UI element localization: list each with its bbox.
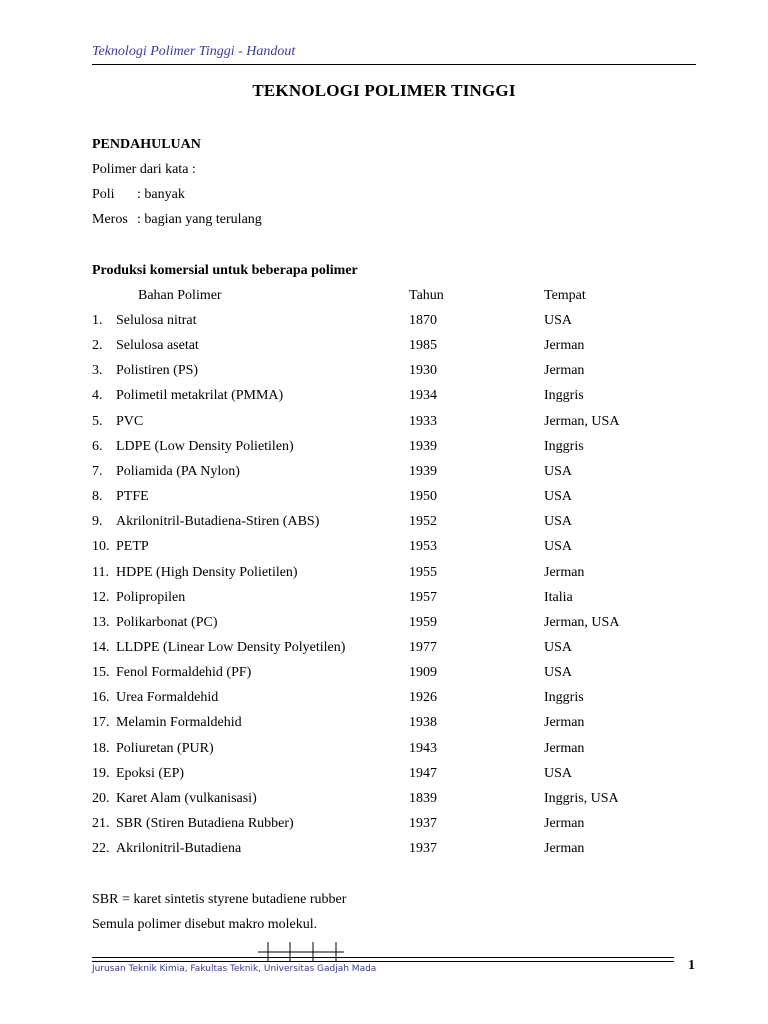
year-cell: 1977 <box>409 640 437 655</box>
year-cell: 1957 <box>409 590 437 605</box>
table-row <box>92 489 712 514</box>
table-row <box>92 640 712 665</box>
table-row <box>92 690 712 715</box>
definition-meros <box>92 212 262 228</box>
footer-rule <box>92 957 674 958</box>
material-name: Polistiren (PS) <box>116 363 199 378</box>
material-name: Selulosa nitrat <box>116 313 197 328</box>
place-cell: Jerman, USA <box>544 414 620 429</box>
year-cell: 1937 <box>409 816 437 831</box>
place-cell: Inggris, USA <box>544 791 619 806</box>
intro-line: Polimer dari kata : <box>92 162 196 177</box>
table-row <box>92 615 712 640</box>
row-number: 2. <box>92 338 103 353</box>
year-cell: 1943 <box>409 741 437 756</box>
row-number: 9. <box>92 514 103 529</box>
row-number: 21. <box>92 816 110 831</box>
row-number: 13. <box>92 615 110 630</box>
table-header <box>92 288 712 313</box>
table-row <box>92 565 712 590</box>
definition-value: : banyak <box>137 187 185 202</box>
material-name: HDPE (High Density Polietilen) <box>116 565 298 580</box>
year-cell: 1947 <box>409 766 437 781</box>
table-row <box>92 715 712 740</box>
definition-term: Poli <box>92 187 115 202</box>
material-name: Melamin Formaldehid <box>116 715 242 730</box>
running-header: Teknologi Polimer Tinggi - Handout <box>92 44 296 59</box>
place-cell: Jerman <box>544 741 585 756</box>
definition-term: Meros <box>92 212 128 227</box>
row-number: 5. <box>92 414 103 429</box>
year-cell: 1939 <box>409 439 437 454</box>
year-cell: 1937 <box>409 841 437 856</box>
row-number: 1. <box>92 313 103 328</box>
material-name: Epoksi (EP) <box>116 766 185 781</box>
place-cell: USA <box>544 539 573 554</box>
year-cell: 1870 <box>409 313 437 328</box>
table-row <box>92 841 712 866</box>
document-title: TEKNOLOGI POLIMER TINGGI <box>252 81 516 100</box>
row-number: 10. <box>92 539 110 554</box>
place-cell: USA <box>544 489 573 504</box>
section-heading-intro: PENDAHULUAN <box>92 137 201 152</box>
year-cell: 1959 <box>409 615 437 630</box>
row-number: 4. <box>92 388 103 403</box>
year-cell: 1950 <box>409 489 437 504</box>
place-cell: USA <box>544 665 573 680</box>
table-row <box>92 338 712 363</box>
place-cell: Jerman <box>544 816 585 831</box>
material-name: Polipropilen <box>116 590 186 605</box>
footer-institution: Jurusan Teknik Kimia, Fakultas Teknik, Universitas Gadjah Mada <box>92 964 377 974</box>
place-cell: USA <box>544 464 573 479</box>
place-cell: Jerman <box>544 715 585 730</box>
footer-rule <box>92 961 674 962</box>
year-cell: 1926 <box>409 690 437 705</box>
place-cell: Jerman <box>544 841 585 856</box>
year-cell: 1930 <box>409 363 437 378</box>
row-number: 22. <box>92 841 110 856</box>
table-row <box>92 665 712 690</box>
place-cell: Italia <box>544 590 573 605</box>
material-name: PVC <box>116 414 144 429</box>
page-number: 1 <box>688 958 695 973</box>
year-cell: 1933 <box>409 414 437 429</box>
year-cell: 1939 <box>409 464 437 479</box>
place-cell: Inggris <box>544 690 584 705</box>
table-row <box>92 363 712 388</box>
year-cell: 1952 <box>409 514 437 529</box>
material-name: Akrilonitril-Butadiena <box>116 841 242 856</box>
table-row <box>92 766 712 791</box>
year-cell: 1934 <box>409 388 437 403</box>
place-cell: Jerman, USA <box>544 615 620 630</box>
table-row <box>92 388 712 413</box>
place-cell: Jerman <box>544 363 585 378</box>
header-rule <box>92 64 696 65</box>
material-name: Akrilonitril-Butadiena-Stiren (ABS) <box>116 514 320 529</box>
year-cell: 1985 <box>409 338 437 353</box>
material-name: Karet Alam (vulkanisasi) <box>116 791 257 806</box>
table-row <box>92 590 712 615</box>
row-number: 17. <box>92 715 110 730</box>
table-row <box>92 414 712 439</box>
material-name: Fenol Formaldehid (PF) <box>116 665 252 680</box>
column-header-place: Tempat <box>544 288 586 303</box>
row-number: 15. <box>92 665 110 680</box>
place-cell: Jerman <box>544 338 585 353</box>
place-cell: USA <box>544 766 573 781</box>
row-number: 8. <box>92 489 103 504</box>
year-cell: 1839 <box>409 791 437 806</box>
material-name: PTFE <box>116 489 149 504</box>
table-row <box>92 313 712 338</box>
material-name: Urea Formaldehid <box>116 690 219 705</box>
table-row <box>92 514 712 539</box>
place-cell: Inggris <box>544 388 584 403</box>
column-header-material: Bahan Polimer <box>138 288 222 303</box>
place-cell: Inggris <box>544 439 584 454</box>
table-row <box>92 791 712 816</box>
material-name: SBR (Stiren Butadiena Rubber) <box>116 816 294 831</box>
material-name: Polimetil metakrilat (PMMA) <box>116 388 284 403</box>
place-cell: Jerman <box>544 565 585 580</box>
definition-value: : bagian yang terulang <box>137 212 262 227</box>
year-cell: 1909 <box>409 665 437 680</box>
row-number: 19. <box>92 766 110 781</box>
row-number: 20. <box>92 791 110 806</box>
table-row <box>92 741 712 766</box>
row-number: 11. <box>92 565 109 580</box>
material-name: PETP <box>116 539 149 554</box>
material-name: LDPE (Low Density Polietilen) <box>116 439 294 454</box>
material-name: Selulosa asetat <box>116 338 199 353</box>
row-number: 3. <box>92 363 103 378</box>
place-cell: USA <box>544 313 573 328</box>
column-header-year: Tahun <box>409 288 444 303</box>
section-heading-production: Produksi komersial untuk beberapa polimer <box>92 263 358 278</box>
definition-poli <box>92 187 185 203</box>
material-name: LLDPE (Linear Low Density Polyetilen) <box>116 640 346 655</box>
row-number: 6. <box>92 439 103 454</box>
table-row <box>92 464 712 489</box>
table-row <box>92 816 712 841</box>
table-row <box>92 439 712 464</box>
year-cell: 1953 <box>409 539 437 554</box>
row-number: 7. <box>92 464 103 479</box>
place-cell: USA <box>544 514 573 529</box>
note-macro: Semula polimer disebut makro molekul. <box>92 917 318 932</box>
table-row <box>92 539 712 564</box>
year-cell: 1955 <box>409 565 437 580</box>
place-cell: USA <box>544 640 573 655</box>
year-cell: 1938 <box>409 715 437 730</box>
material-name: Polikarbonat (PC) <box>116 615 218 630</box>
row-number: 16. <box>92 690 110 705</box>
material-name: Poliamida (PA Nylon) <box>116 464 240 479</box>
row-number: 14. <box>92 640 110 655</box>
material-name: Poliuretan (PUR) <box>116 741 214 756</box>
note-sbr: SBR = karet sintetis styrene butadiene rubber <box>92 892 347 907</box>
row-number: 12. <box>92 590 110 605</box>
row-number: 18. <box>92 741 110 756</box>
